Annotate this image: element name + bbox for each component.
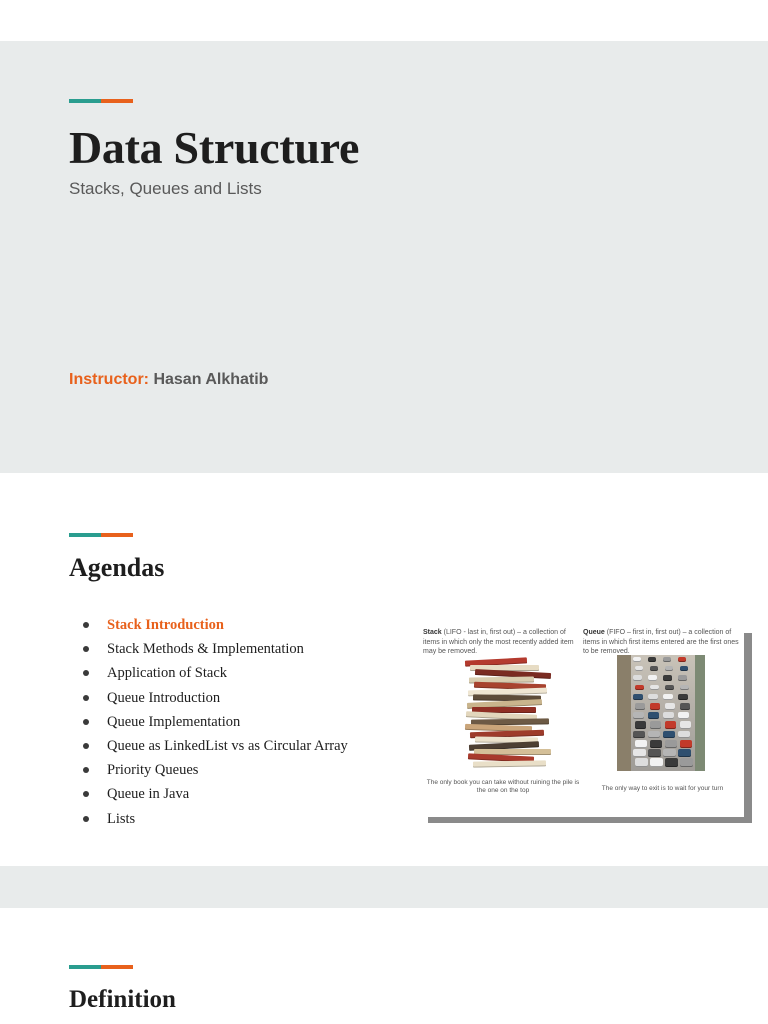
bullet-icon xyxy=(83,791,89,797)
queue-definition xyxy=(583,628,741,657)
car-shape xyxy=(663,675,672,681)
car-shape xyxy=(633,712,644,719)
car-shape xyxy=(648,712,659,719)
agenda-item-label: Stack Introduction xyxy=(107,617,224,633)
car-shape xyxy=(680,758,693,767)
car-shape xyxy=(635,666,643,671)
agenda-item-label: Stack Methods & Implementation xyxy=(107,641,304,658)
car-shape xyxy=(663,694,673,700)
slide-separator xyxy=(0,866,768,908)
stack-caption: (LIFO - last in, first out) – a collection of items in which only the most recently added item may be removed. xyxy=(423,629,574,655)
stack-queue-figure xyxy=(420,625,744,817)
car-shape xyxy=(680,721,691,728)
car-shape xyxy=(665,666,673,671)
agenda-item-label: Queue in Java xyxy=(107,786,190,803)
agenda-list xyxy=(80,613,348,831)
car-shape xyxy=(635,740,647,748)
bullet-icon xyxy=(83,743,89,749)
car-shape xyxy=(665,758,678,767)
agenda-item-label: Application of Stack xyxy=(107,665,228,682)
slide-title: Data Structure xyxy=(69,122,360,173)
agenda-item-label: Priority Queues xyxy=(107,762,199,779)
book-stack-image xyxy=(460,659,550,769)
car-shape xyxy=(650,721,661,728)
car-shape xyxy=(665,685,674,691)
car-shape xyxy=(648,731,660,739)
bullet-icon xyxy=(83,695,89,701)
bullet-icon xyxy=(83,622,89,628)
car-shape xyxy=(663,657,671,662)
queue-image-caption: The only way to exit is to wait for your turn xyxy=(601,785,724,792)
instructor-line xyxy=(69,371,268,389)
car-shape xyxy=(648,675,657,681)
car-shape xyxy=(635,703,645,710)
slide-subtitle: Stacks, Queues and Lists xyxy=(69,179,262,198)
agenda-item xyxy=(80,758,348,782)
queue-term: Queue xyxy=(583,629,605,636)
car-shape xyxy=(633,694,643,700)
agenda-item xyxy=(80,734,348,758)
accent-bar xyxy=(69,99,133,103)
car-shape xyxy=(650,740,662,748)
agenda-item-label: Queue Implementation xyxy=(107,713,241,730)
agenda-item-label: Queue as LinkedList vs as Circular Array xyxy=(107,737,348,754)
car-shape xyxy=(665,703,675,710)
car-shape xyxy=(633,749,646,757)
stack-definition xyxy=(423,628,581,657)
car-shape xyxy=(680,740,692,748)
car-shape xyxy=(678,712,689,719)
agenda-slide xyxy=(0,473,768,866)
car-shape xyxy=(680,666,688,671)
agenda-item xyxy=(80,710,348,734)
bullet-icon xyxy=(83,670,89,676)
agenda-item xyxy=(80,661,348,685)
car-shape xyxy=(665,740,677,748)
agenda-heading: Agendas xyxy=(69,553,165,582)
bullet-icon xyxy=(83,816,89,822)
car-shape xyxy=(678,731,690,739)
agenda-item xyxy=(80,637,348,661)
car-shape xyxy=(663,731,675,739)
agenda-item-label: Lists xyxy=(107,810,136,827)
car-shape xyxy=(678,749,691,757)
agenda-item xyxy=(80,613,348,637)
book-shape xyxy=(473,760,546,767)
car-shape xyxy=(648,749,661,757)
definition-heading: Definition xyxy=(69,986,176,1013)
stack-image-caption: The only book you can take without ruining the pile is the one on the top xyxy=(426,779,580,794)
car-shape xyxy=(680,685,689,691)
car-shape xyxy=(635,758,648,767)
car-shape xyxy=(680,703,690,710)
car-shape xyxy=(665,721,676,728)
car-shape xyxy=(650,758,663,767)
car-shape xyxy=(648,694,658,700)
car-shape xyxy=(678,675,687,681)
accent-bar xyxy=(69,533,133,537)
agenda-item-label: Queue Introduction xyxy=(107,689,221,706)
accent-bar xyxy=(69,965,133,969)
instructor-name: Hasan Alkhatib xyxy=(153,371,269,388)
queue-caption: (FIFO – first in, first out) – a collection of items in which first items entered are the first ones to be removed. xyxy=(583,629,739,655)
car-shape xyxy=(663,712,674,719)
definition-slide xyxy=(0,908,768,1024)
car-shape xyxy=(635,685,644,691)
bullet-icon xyxy=(83,719,89,725)
agenda-item xyxy=(80,807,348,831)
stack-term: Stack xyxy=(423,629,442,636)
car-shape xyxy=(678,694,688,700)
bullet-icon xyxy=(83,646,89,652)
car-shape xyxy=(633,657,641,662)
car-shape xyxy=(633,731,645,739)
instructor-label: Instructor: xyxy=(69,371,149,388)
car-shape xyxy=(635,721,646,728)
agenda-item xyxy=(80,782,348,806)
car-shape xyxy=(650,685,659,691)
car-shape xyxy=(633,675,642,681)
title-slide xyxy=(0,41,768,473)
agenda-item xyxy=(80,686,348,710)
car-shape xyxy=(678,657,686,662)
car-shape xyxy=(650,703,660,710)
car-shape xyxy=(663,749,676,757)
bullet-icon xyxy=(83,767,89,773)
car-shape xyxy=(650,666,658,671)
traffic-queue-image xyxy=(617,655,705,771)
car-shape xyxy=(648,657,656,662)
